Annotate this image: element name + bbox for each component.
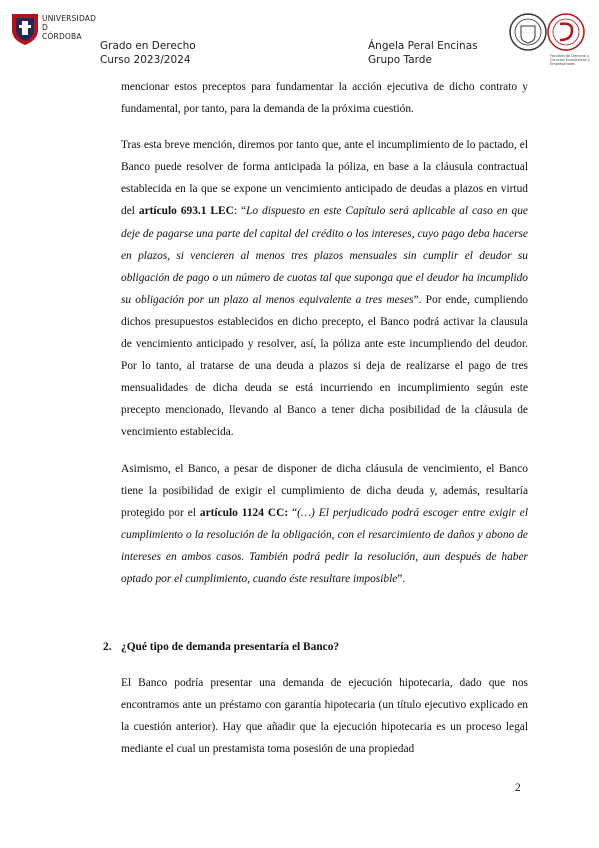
document-body [103,76,529,775]
university-shield-icon [10,12,40,46]
degree-label: Grado en Derecho [100,40,196,52]
paragraph-article-1124: Asimismo, el Banco, a pesar de disponer de dicha cláusula de vencimiento, el Banco tiene la posibilidad de exigir el cumplimiento de dicha deuda y, además, resultaría protegido por el artículo 1124 CC: “(…) El perjudicado podrá escoger entre exigir el cumplimiento o la resolución de la obligación, con el resarcimiento de daños y abono de intereses en ambos casos. También podrá pedir la resolución, aun después de haber optado por el cumplimiento, cuando éste resultare imposible”. [121,462,529,585]
faculty-seals [508,10,588,66]
header-author-info [368,39,478,67]
citation-art-693-lec: artículo 693.1 LEC [138,205,234,218]
faculty-seal-icon [508,10,588,54]
header-course-info [100,39,196,67]
citation-art-1124-cc: artículo 1124 CC: [199,506,289,519]
paragraph-article-693: Tras esta breve mención, diremos por tanto que, ante el incumplimiento de lo pactado, el Banco puede resolver de forma anticipada la póliza, en base a la cláusula contractual establecida en la que se expone un vencimiento anticipado de deudas a plazos en virtud del artículo 693.1 LEC: “Lo dispuesto en este Capítulo será aplicable al caso en que deje de pagarse una parte del capital del crédito o los intereses, cuyo pago deba hacerse en plazos, si vencieren al menos tres plazos mensuales sin cumplir el deudor su obligación de pago o un número de cuotas tal que suponga que el deudor ha incumplido su obligación por un plazo al menos equivalente a tres meses”. Por ende, cumpliendo dichos presupuestos establecidos en dicho precepto, el Banco podrá activar la clausula de vencimiento anticipado y resolver, así, la póliza ante este incumpliendo del deudor. Por lo tanto, al tratarse de una deuda a plazos si deja de realizarse el pago de tres mensualidades de dicha deuda se está incurriendo en incumplimiento según este precepto mencionado, llevando al Banco a tener dicha posibilidad de la cláusula de vencimiento establecida. [121,139,528,439]
quote-art-693-lec: Lo dispuesto en este Capítulo será aplicable al caso en que deje de pagarse una parte del capital del crédito o los intereses, cuyo pago deba hacerse en plazos, si vencieren al menos tres plazos mensuales sin cumplir el deudor su obligación de pago o un número de cuotas tal que suponga que el deudor ha incumplido su obligación por un plazo al menos equivalente a tres meses [121,205,528,306]
question-title: ¿Qué tipo de demanda presentaría el Banco? [121,641,340,654]
course-label: Curso 2023/2024 [100,54,191,66]
question-number: 2. [103,641,112,654]
quote-art-1124-cc: (…) El perjudicado podrá escoger entre exigir el cumplimiento o la resolución de la obligación, con el resarcimiento de daños y abono de intereses en ambos casos. También podrá pedir la resolución, aun después de haber optado por el cumplimiento, cuando éste resultare imposible [121,506,529,585]
question-heading [103,636,528,658]
author-name: Ángela Peral Encinas [368,40,478,52]
page-number: 2 [515,782,521,794]
university-logo-text: UNIVERSIDAD D CÓRDOBA [42,14,97,41]
paragraph-demand-type: El Banco podría presentar una demanda de ejecución hipotecaria, dado que nos encontramos ante un préstamo con garantía hipotecaria (un título ejecutivo explicado en la cuestión anterior). Hay que añadir que la ejecución hipotecaria es un proceso legal mediante el cual un prestamista toma posesión de una propiedad [121,677,528,756]
paragraph-continuation: mencionar estos preceptos para fundamentar la acción ejecutiva de dicho contrato y fundamental, por tanto, para la demanda de la próxima cuestión. [121,81,528,116]
faculty-seal-caption: Facultad de Derecho y Ciencias Económicas y Empresariales [550,54,590,66]
group-label: Grupo Tarde [368,54,432,66]
